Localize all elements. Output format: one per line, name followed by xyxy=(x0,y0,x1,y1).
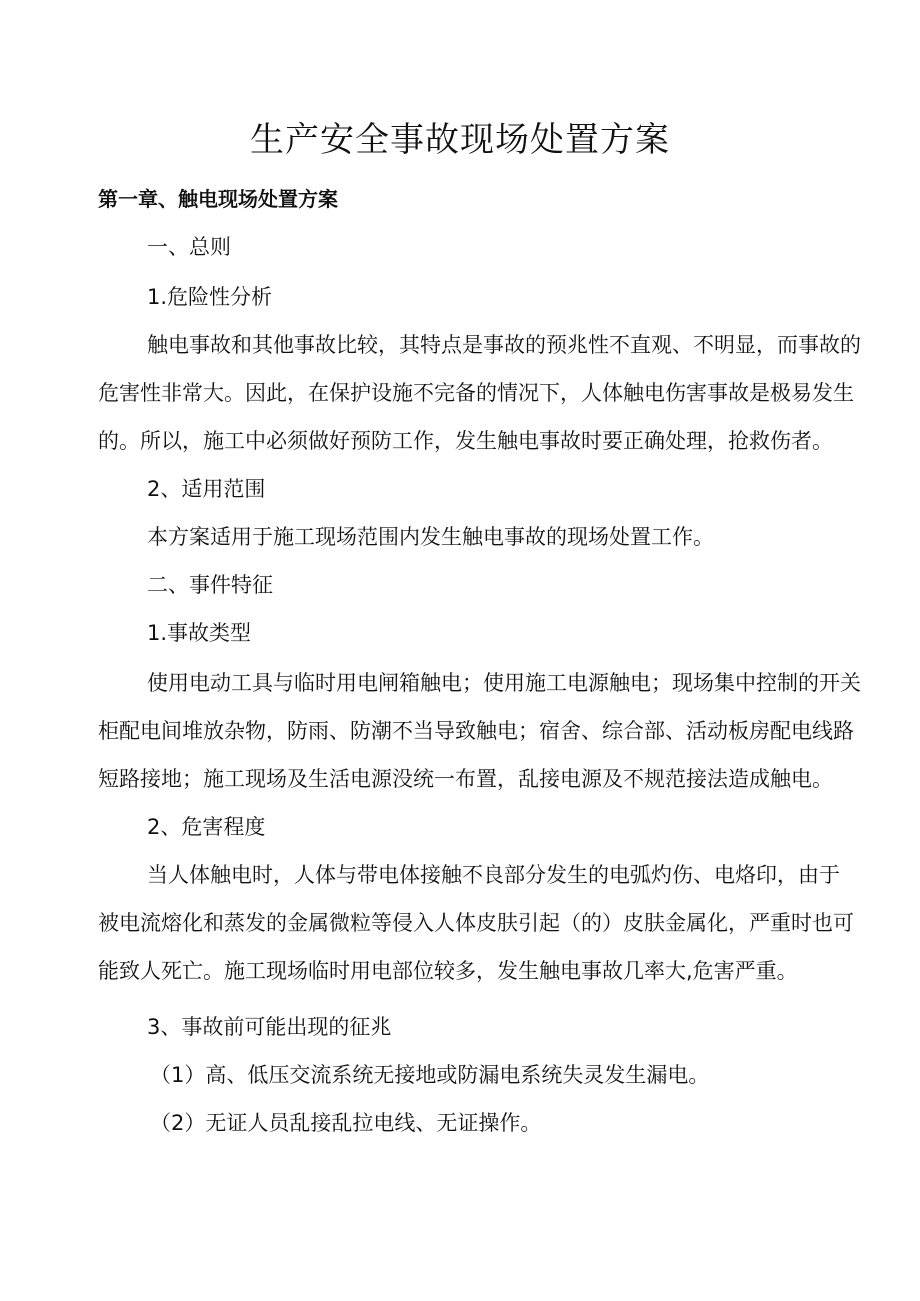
paragraph-line: 短路接地；施工现场及生活电源没统一布置，乱接电源及不规范接法造成触电。 xyxy=(98,767,833,791)
paragraph-line: 的。所以，施工中必须做好预防工作，发生触电事故时要正确处理，抢救伤者。 xyxy=(98,429,833,453)
paragraph-line: 使用电动工具与临时用电闸箱触电；使用施工电源触电；现场集中控制的开关 xyxy=(147,671,861,695)
paragraph-line: 触电事故和其他事故比较，其特点是事故的预兆性不直观、不明显，而事故的 xyxy=(147,333,861,357)
paragraph-line: 危害性非常大。因此，在保护设施不完备的情况下，人体触电伤害事故是极易发生 xyxy=(98,381,854,405)
subheading-risk-analysis: 1.危险性分析 xyxy=(147,285,273,309)
paragraph-line: 柜配电间堆放杂物，防雨、防潮不当导致触电；宿舍、综合部、活动板房配电线路 xyxy=(98,719,854,743)
paragraph-line: 被电流熔化和蒸发的金属微粒等侵入人体皮肤引起（的）皮肤金属化，严重时也可 xyxy=(98,911,854,935)
list-item: （2）无证人员乱接乱拉电线、无证操作。 xyxy=(150,1111,542,1135)
chapter-heading: 第一章、触电现场处置方案 xyxy=(98,187,338,211)
subheading-accident-type: 1.事故类型 xyxy=(147,621,252,645)
section-heading-event-features: 二、事件特征 xyxy=(147,573,273,597)
section-heading-general: 一、总则 xyxy=(147,235,231,259)
paragraph-line: 本方案适用于施工现场范围内发生触电事故的现场处置工作。 xyxy=(147,525,714,549)
subheading-hazard-degree: 2、危害程度 xyxy=(147,815,266,839)
list-item: （1）高、低压交流系统无接地或防漏电系统失灵发生漏电。 xyxy=(150,1063,710,1087)
paragraph-line: 能致人死亡。施工现场临时用电部位较多，发生触电事故几率大,危害严重。 xyxy=(98,959,798,983)
subheading-scope: 2、适用范围 xyxy=(147,477,266,501)
paragraph-line: 当人体触电时，人体与带电体接触不良部分发生的电弧灼伤、电烙印，由于 xyxy=(147,863,840,887)
document-title: 生产安全事故现场处置方案 xyxy=(250,120,670,160)
subheading-warning-signs: 3、事故前可能出现的征兆 xyxy=(147,1015,392,1039)
